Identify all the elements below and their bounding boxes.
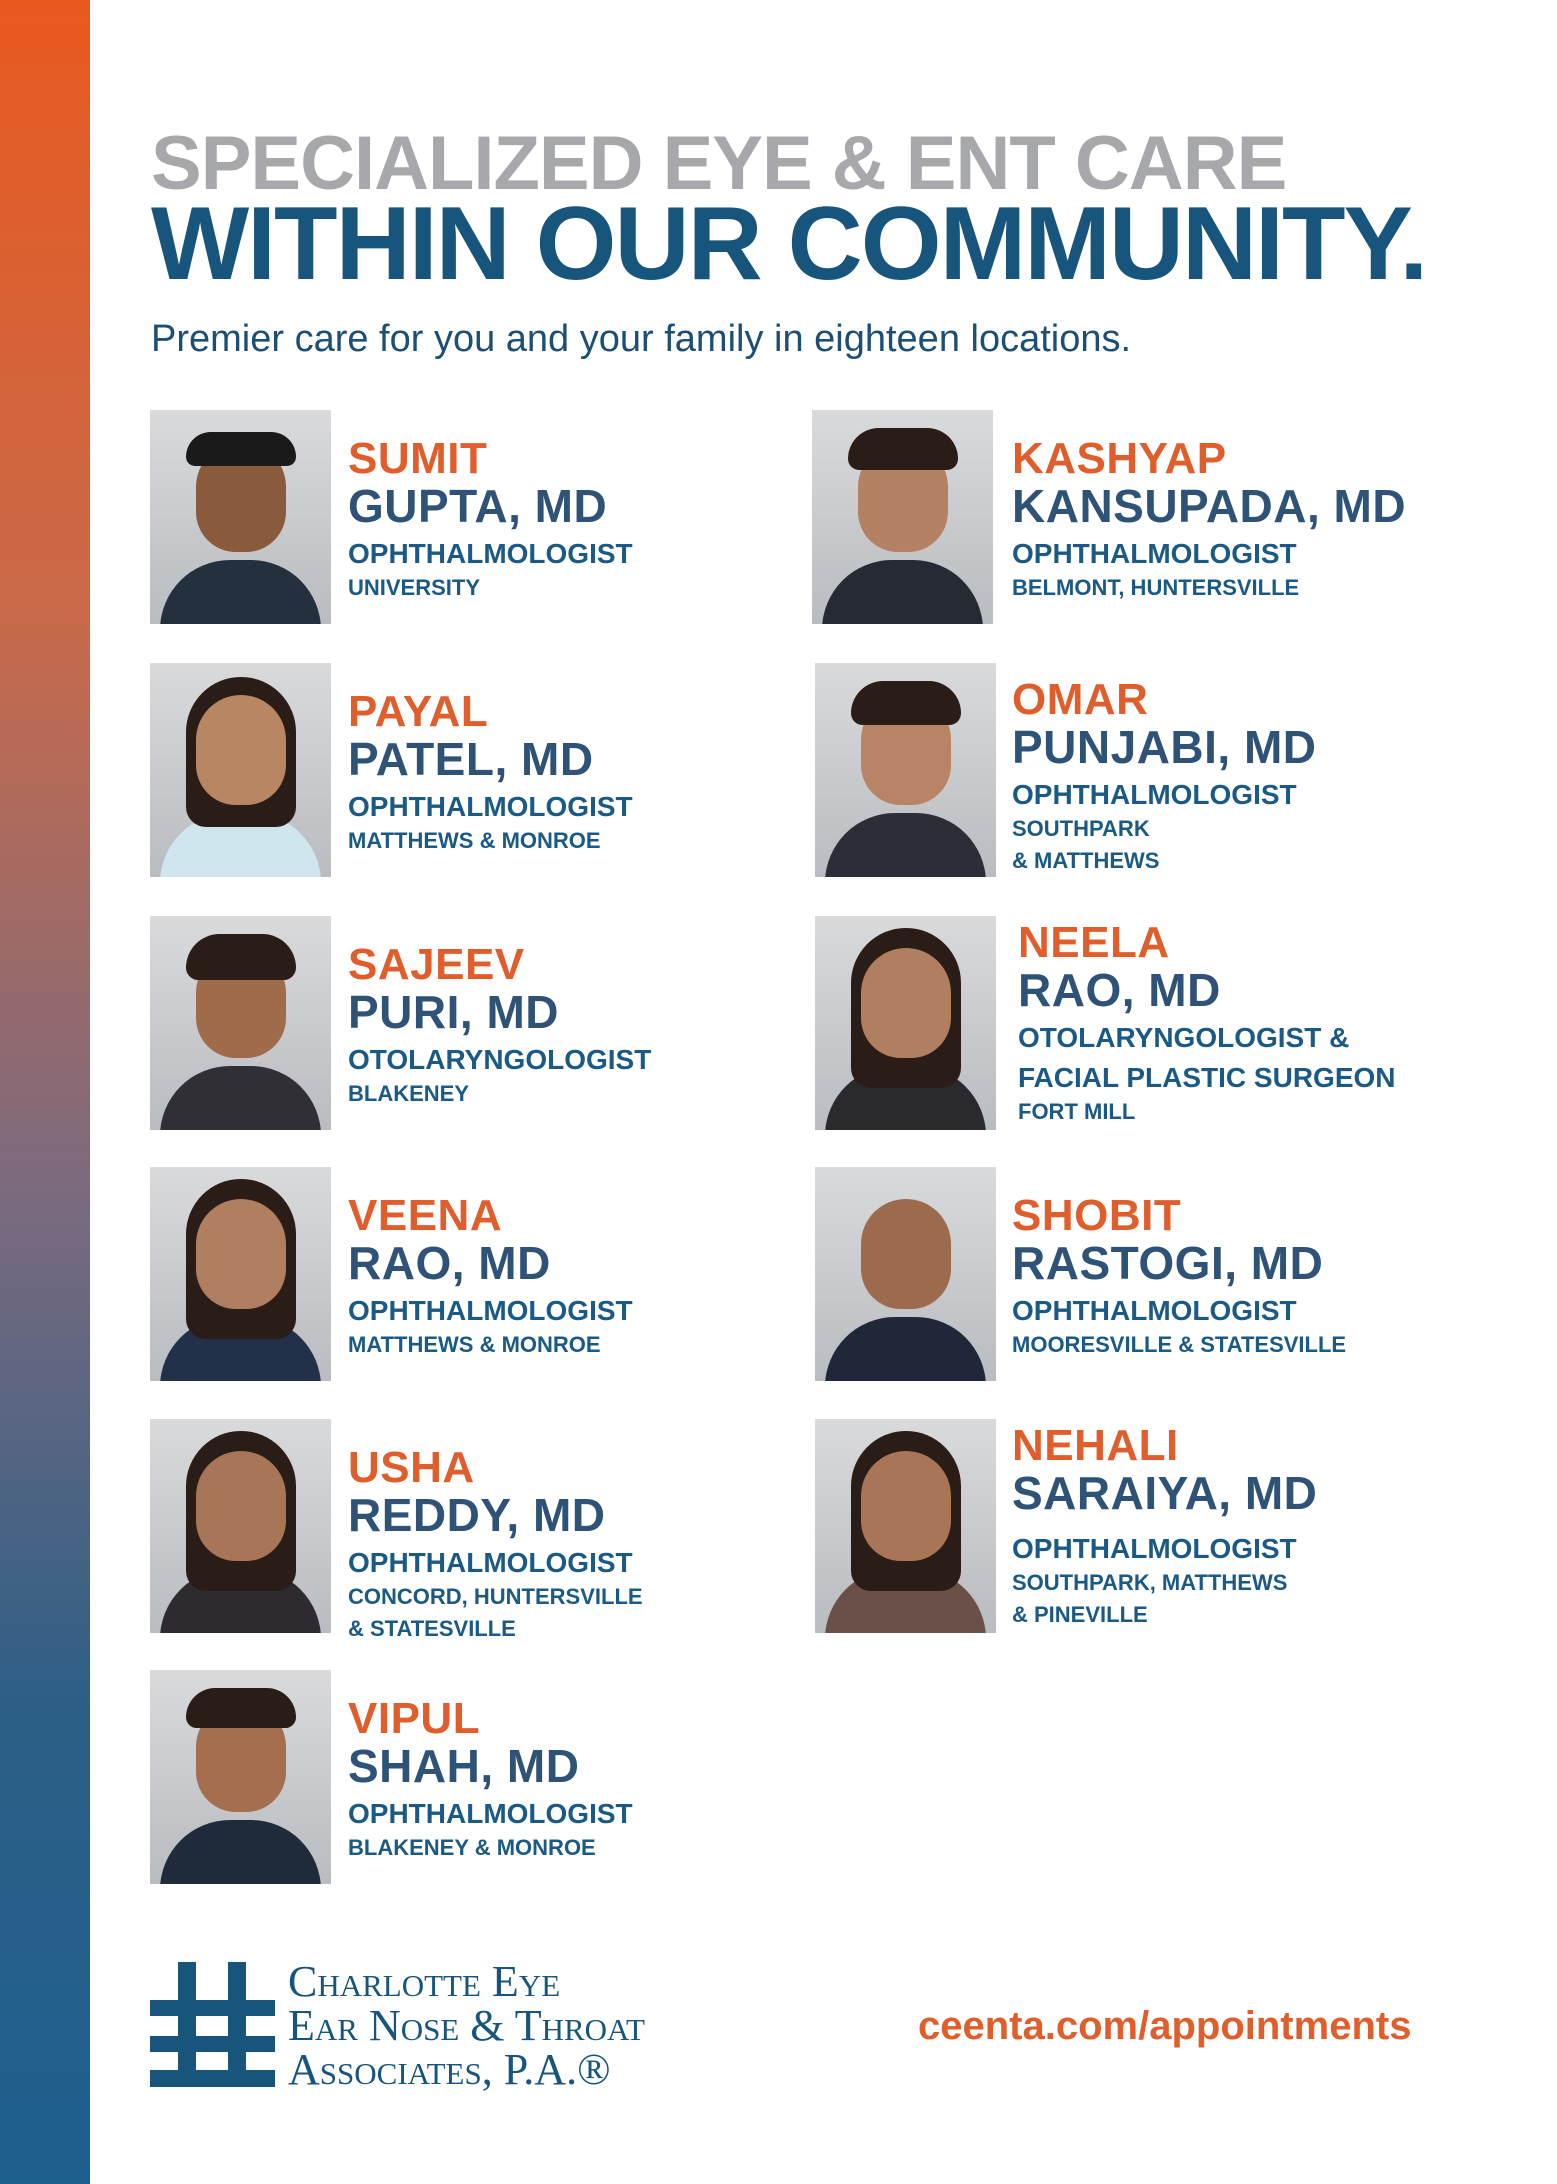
doctor-first-name: SHOBIT — [1012, 1191, 1182, 1240]
doctor-first-name: VEENA — [348, 1191, 503, 1240]
doctor-last-name: KANSUPADA, MD — [1012, 480, 1407, 532]
doctor-location: MOORESVILLE & STATESVILLE — [1012, 1332, 1347, 1357]
doctor-photo — [150, 916, 331, 1130]
doctor-location: MATTHEWS & MONROE — [348, 828, 601, 853]
doctor-card — [150, 1670, 830, 1884]
doctor-photo — [815, 663, 996, 877]
doctor-first-name: SUMIT — [348, 434, 488, 483]
doctor-location: CONCORD, HUNTERSVILLE & STATESVILLE — [348, 1584, 643, 1641]
doctor-title-line-2: FACIAL PLASTIC SURGEON — [1018, 1062, 1396, 1093]
doctor-card — [815, 1167, 1495, 1381]
doctor-card — [815, 916, 1495, 1130]
doctor-title: OPHTHALMOLOGIST — [348, 538, 633, 569]
logo-wordmark — [288, 1957, 645, 2094]
doctor-card — [812, 410, 1492, 624]
doctor-location: FORT MILL — [1018, 1099, 1136, 1124]
doctor-title: OPHTHALMOLOGIST — [1012, 1533, 1297, 1564]
appointments-url[interactable]: ceenta.com/appointments — [918, 2004, 1412, 2048]
doctor-title: OTOLARYNGOLOGIST & — [1018, 1022, 1350, 1053]
doctor-card — [150, 1167, 830, 1381]
doctor-first-name: NEELA — [1018, 918, 1170, 967]
logo-line-1: Charlotte Eye — [288, 1957, 561, 2006]
doctor-photo — [150, 410, 331, 624]
doctor-photo — [150, 1419, 331, 1633]
doctor-card — [150, 1419, 830, 1641]
ceenta-logo-icon — [150, 1962, 275, 2087]
doctor-location: SOUTHPARK, MATTHEWS & PINEVILLE — [1012, 1570, 1288, 1627]
doctor-card — [150, 916, 830, 1130]
doctor-last-name: SARAIYA, MD — [1012, 1467, 1318, 1519]
headline-line-2: WITHIN OUR COMMUNITY. — [151, 186, 1427, 302]
doctor-title: OPHTHALMOLOGIST — [1012, 1295, 1297, 1326]
doctor-photo — [815, 1167, 996, 1381]
doctor-photo — [150, 1670, 331, 1884]
doctor-location: SOUTHPARK & MATTHEWS — [1012, 816, 1160, 873]
doctor-title: OPHTHALMOLOGIST — [348, 1295, 633, 1326]
doctor-card — [150, 410, 830, 624]
doctor-title: OPHTHALMOLOGIST — [348, 1547, 633, 1578]
doctor-last-name: RASTOGI, MD — [1012, 1237, 1324, 1289]
doctor-last-name: RAO, MD — [348, 1237, 551, 1289]
doctor-card — [815, 663, 1495, 877]
doctor-card — [815, 1419, 1495, 1633]
headline-line-1: SPECIALIZED EYE & ENT CARE — [151, 121, 1287, 206]
doctor-last-name: SHAH, MD — [348, 1740, 580, 1792]
doctor-photo — [150, 1167, 331, 1381]
doctor-first-name: PAYAL — [348, 687, 489, 736]
doctor-last-name: REDDY, MD — [348, 1489, 606, 1541]
doctor-title: OPHTHALMOLOGIST — [1012, 538, 1297, 569]
doctor-first-name: VIPUL — [348, 1694, 481, 1743]
doctor-title: OPHTHALMOLOGIST — [348, 791, 633, 822]
doctor-last-name: PURI, MD — [348, 986, 559, 1038]
doctor-title: OPHTHALMOLOGIST — [1012, 779, 1297, 810]
doctor-last-name: RAO, MD — [1018, 964, 1221, 1016]
doctor-location: UNIVERSITY — [348, 575, 481, 600]
logo-line-3: Associates, P.A.® — [288, 2045, 611, 2094]
doctor-first-name: OMAR — [1012, 675, 1149, 724]
doctor-last-name: GUPTA, MD — [348, 480, 608, 532]
side-gradient-bar — [0, 0, 90, 2184]
doctor-first-name: SAJEEV — [348, 940, 525, 989]
doctor-card — [150, 663, 830, 877]
doctor-location: BELMONT, HUNTERSVILLE — [1012, 575, 1300, 600]
doctor-first-name: NEHALI — [1012, 1421, 1179, 1470]
doctor-photo — [150, 663, 331, 877]
doctor-location: BLAKENEY & MONROE — [348, 1835, 596, 1860]
doctor-photo — [815, 916, 996, 1130]
doctor-last-name: PUNJABI, MD — [1012, 721, 1317, 773]
tagline: Premier care for you and your family in eighteen locations. — [151, 318, 1132, 360]
doctor-location: MATTHEWS & MONROE — [348, 1332, 601, 1357]
logo-line-2: Ear Nose & Throat — [288, 2001, 645, 2050]
doctor-photo — [812, 410, 993, 624]
doctor-title: OPHTHALMOLOGIST — [348, 1798, 633, 1829]
doctor-title: OTOLARYNGOLOGIST — [348, 1044, 652, 1075]
doctor-first-name: USHA — [348, 1443, 475, 1492]
doctor-last-name: PATEL, MD — [348, 733, 594, 785]
doctor-location: BLAKENEY — [348, 1081, 470, 1106]
doctor-photo — [815, 1419, 996, 1633]
doctor-first-name: KASHYAP — [1012, 434, 1227, 483]
